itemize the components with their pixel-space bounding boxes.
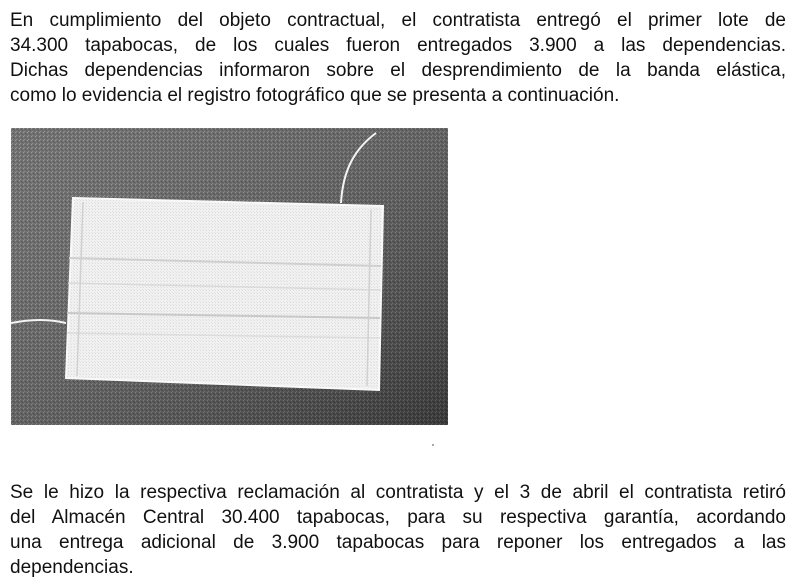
- text-line: dependencias.: [10, 557, 134, 578]
- face-mask-photo: [11, 128, 448, 425]
- text-line: del Almacén Central 30.400 tapabocas, para su respectiva garantía, acordando: [10, 507, 786, 528]
- text-line: una entrega adicional de 3.900 tapabocas para reponer los entregados a las: [10, 532, 786, 553]
- paragraph-delivery: [10, 8, 786, 108]
- text-line: como lo evidencia el registro fotográfico que se presenta a continuación.: [10, 85, 620, 106]
- paragraph-claim: [10, 480, 786, 580]
- text-line: En cumplimiento del objeto contractual, el contratista entregó el primer lote de: [10, 10, 786, 31]
- scan-speck: [432, 444, 434, 446]
- text-line: 34.300 tapabocas, de los cuales fueron entregados 3.900 a las dependencias.: [10, 35, 786, 56]
- text-line: Se le hizo la respectiva reclamación al contratista y el 3 de abril el contratista retiró: [10, 482, 786, 503]
- text-line: Dichas dependencias informaron sobre el desprendimiento de la banda elástica,: [10, 60, 786, 81]
